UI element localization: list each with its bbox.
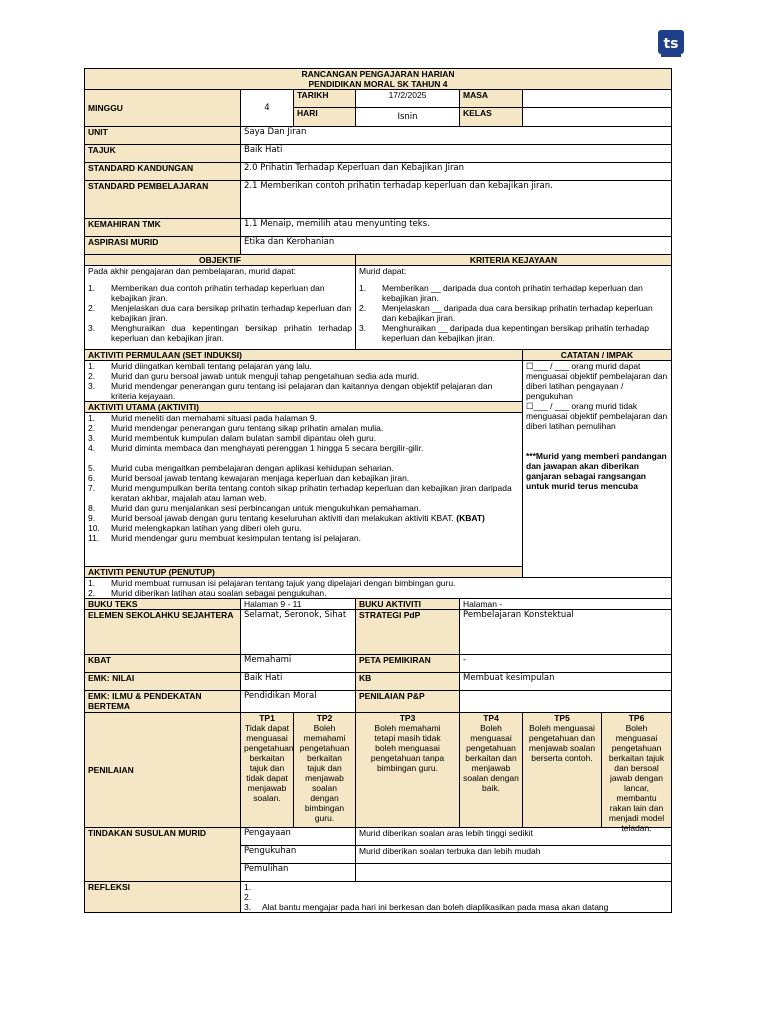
tp3-desc: Boleh memahami tetapi masih tidak boleh menguasai pengetahuan tanpa bimbingan guru. <box>370 723 445 773</box>
hari-value: Isnin <box>356 108 460 127</box>
utama-item: Murid cuba mengaitkan pembelajaran dengan aplikasi kehidupan seharian. <box>111 463 394 473</box>
unit-value: Saya Dan Jiran <box>241 127 672 145</box>
tarikh-label: TARIKH <box>294 90 356 108</box>
sk-label: STANDARD KANDUNGAN <box>85 163 241 181</box>
emk-nilai-label: EMK: NILAI <box>85 673 241 691</box>
tp2-desc: Boleh memahami pengetahuan berkaitan tajuk dan menjawab soalan dengan bimbingan guru. <box>299 723 350 823</box>
tp5-desc: Boleh menguasai pengetahuan dan menjawab soalan berserta contoh. <box>528 723 596 763</box>
pengayaan-label: Pengayaan <box>241 828 356 846</box>
kriteria-item: Menghuraikan __ daripada dua kepentingan bersikap prihatin terhadap keperluan dan kebajikan jiran. <box>382 323 649 343</box>
list-item: 2. Murid mendengar penerangan guru tentang sikap prihatin amalan mulia. <box>88 423 384 433</box>
hari-label: HARI <box>294 108 356 127</box>
utama-item: Murid meneliti dan memahami situasi pada halaman 9. <box>111 413 317 423</box>
masa-label: MASA <box>460 90 523 108</box>
strategi-label: STRATEGI PdP <box>356 610 460 655</box>
pengukuhan-desc: Murid diberikan soalan terbuka dan lebih mudah <box>356 846 672 864</box>
list-item: 10. Murid melengkapkan latihan yang diberi oleh guru. <box>88 523 302 533</box>
permulaan-header: AKTIVITI PERMULAAN (SET INDUKSI) <box>85 350 523 361</box>
tp4-desc: Boleh menguasai pengetahuan berkaitan dan menjawab soalan dengan baik. <box>463 723 519 793</box>
peta-value: - <box>460 655 672 673</box>
catatan-note-2: ☐___ / ___ orang murid tidak menguasai objektif pembelajaran dan diberi latihan pemulihan <box>526 401 668 431</box>
svg-text:ts: ts <box>663 36 679 52</box>
utama-item: Murid membentuk kumpulan dalam bulatan sambil dipantau oleh guru. <box>111 433 377 443</box>
pemulihan-label: Pemulihan <box>241 864 356 882</box>
title-line-2: PENDIDIKAN MORAL SK TAHUN 4 <box>308 79 448 89</box>
kelas-value <box>523 108 672 127</box>
kb-value: Membuat kesimpulan <box>460 673 672 691</box>
objektif-item: Menjelaskan dua cara bersikap prihatin terhadap keperluan dan kebajikan jiran. <box>111 303 352 323</box>
list-item: 1. Murid diingatkan kembali tentang pelajaran yang lalu. <box>88 361 312 371</box>
utama-item: Murid bersoal jawab dengan guru tentang keseluruhan aktiviti dan melakukan aktiviti KBAT. <box>111 513 454 523</box>
buku-aktiviti-value: Halaman - <box>460 599 672 610</box>
aspirasi-label: ASPIRASI MURID <box>85 237 241 255</box>
list-item: 5. Murid cuba mengaitkan pembelajaran dengan aplikasi kehidupan seharian. <box>88 463 394 473</box>
tajuk-value: Baik Hati <box>241 145 672 163</box>
masa-value <box>523 90 672 108</box>
utama-cell <box>85 413 523 567</box>
emk-nilai-value: Baik Hati <box>241 673 356 691</box>
tp1-name: TP1 <box>259 713 275 723</box>
buku-aktiviti-label: BUKU AKTIVITI <box>356 599 460 610</box>
permulaan-cell <box>85 361 523 402</box>
list-item: 1. Murid membuat rumusan isi pelajaran tentang tajuk yang dipelajari dengan bimbingan guru. <box>88 578 456 588</box>
penilaian-pp-label: PENILAIAN P&P <box>356 691 460 713</box>
permulaan-item: Murid dan guru bersoal jawab untuk menguji tahap pengetahuan sedia ada murid. <box>111 371 420 381</box>
list-item: 9. Murid bersoal jawab dengan guru tentang keseluruhan aktiviti dan melakukan aktiviti KBAT. (KBAT) <box>88 513 485 523</box>
tp6-name: TP6 <box>628 713 645 723</box>
sk-value: 2.0 Prihatin Terhadap Keperluan dan Kebajikan Jiran <box>241 163 672 181</box>
kbat-value: Memahami <box>241 655 356 673</box>
utama-item: Murid mengumpulkan berita tentang contoh sikap prihatin terhadap keperluan dan kebajikan jiran daripada keratan akhbar, majalah atau laman web. <box>111 483 512 503</box>
school-logo-icon <box>655 26 687 60</box>
kriteria-item: Memberikan __ daripada dua contoh prihatin terhadap keperluan dan kebajikan jiran. <box>382 283 643 303</box>
list-item: 4. Murid diminta membaca dan menghayati perenggan 1 hingga 5 secara bergilir-gilir. <box>88 443 424 453</box>
penilaian-pp-value <box>460 691 672 713</box>
tp4-cell <box>460 713 523 828</box>
list-item: 3. Murid mendengar penerangan guru tentang isi pelajaran dan kaitannya dengan objektif pelajaran dan kriteria kejayaan. <box>88 381 519 401</box>
pengayaan-desc: Murid diberikan soalan aras lebih tinggi sedikit <box>356 828 672 846</box>
strategi-value: Pembelajaran Konstektual <box>460 610 672 655</box>
objektif-item: Memberikan dua contoh prihatin terhadap keperluan dan kebajikan jiran. <box>111 283 325 303</box>
list-item: 8. Murid dan guru menjalankan sesi perbincangan untuk mengukuhkan pemahaman. <box>88 503 421 513</box>
kriteria-cell <box>356 266 672 350</box>
buku-teks-value: Halaman 9 - 11 <box>241 599 356 610</box>
minggu-label: MINGGU <box>85 90 241 127</box>
tp5-cell <box>523 713 602 827</box>
kriteria-header: KRITERIA KEJAYAAN <box>356 255 672 266</box>
list-item: 1. <box>244 882 252 892</box>
kriteria-intro: Murid dapat: <box>359 266 407 276</box>
tp3-cell <box>356 713 460 828</box>
catatan-cell <box>523 361 672 578</box>
utama-item: Murid bersoal jawab tentang kewajaran menjaga keperluan dan kebajikan jiran. <box>111 473 410 483</box>
permulaan-item: Murid mendengar penerangan guru tentang isi pelajaran dan kaitannya dengan objektif pelajaran dan kriteria kejayaan. <box>111 381 493 401</box>
elemen-label: ELEMEN SEKOLAHKU SEJAHTERA <box>85 610 241 655</box>
tp1-desc: Tidak dapat menguasai pengetahuan berkaitan tajuk dan tidak dapat menjawab soalan. <box>244 723 294 803</box>
utama-item: Murid melengkapkan latihan yang diberi oleh guru. <box>111 523 302 533</box>
kbat-label: KBAT <box>85 655 241 673</box>
penutup-item: Murid membuat rumusan isi pelajaran tentang tajuk yang dipelajari dengan bimbingan guru. <box>111 578 456 588</box>
emk-ilmu-value: Pendidikan Moral <box>241 691 356 713</box>
pengukuhan-label: Pengukuhan <box>241 846 356 864</box>
unit-label: UNIT <box>85 127 241 145</box>
catatan-note-1: ☐___ / ___ orang murid dapat menguasai objektif pembelajaran dan diberi latihan pengayaan / pengukuhan <box>526 361 668 401</box>
tp2-cell <box>294 713 356 828</box>
tmk-value: 1.1 Menaip, memilih atau menyunting teks. <box>241 219 672 237</box>
tmk-label: KEMAHIRAN TMK <box>85 219 241 237</box>
penutup-header: AKTIVITI PENUTUP (PENUTUP) <box>85 567 523 578</box>
susulan-label: TINDAKAN SUSULAN MURID <box>85 828 241 882</box>
catatan-header: CATATAN / IMPAK <box>523 350 672 361</box>
tp2-name: TP2 <box>316 713 333 723</box>
tp6-desc: Boleh menguasai pengetahuan berkaitan tajuk dan bersoal jawab dengan lancar, membantu rakan lain dan menjadi model teladan. <box>608 723 665 833</box>
kb-label: KB <box>356 673 460 691</box>
list-item: 2. <box>244 892 252 902</box>
refleksi-label: REFLEKSI <box>85 882 241 913</box>
sp-label: STANDARD PEMBELAJARAN <box>85 181 241 219</box>
refleksi-cell <box>241 882 672 913</box>
sp-value: 2.1 Memberikan contoh prihatin terhadap keperluan dan kebajikan jiran. <box>241 181 672 219</box>
utama-item: Murid diminta membaca dan menghayati perenggan 1 hingga 5 secara bergilir-gilir. <box>111 443 424 453</box>
aspirasi-value: Etika dan Kerohanian <box>241 237 672 255</box>
penutup-item: Murid diberikan latihan atau soalan sebagai pengukuhan. <box>111 588 327 598</box>
tp3-name: TP3 <box>399 713 416 723</box>
objektif-cell <box>85 266 356 350</box>
tp4-name: TP4 <box>483 713 499 723</box>
catatan-note-3: ***Murid yang memberi pandangan dan jawapan akan diberikan ganjaran sebagai rangsangan untuk murid terus mencuba <box>526 451 667 491</box>
emk-ilmu-label: EMK: ILMU & PENDEKATAN BERTEMA <box>85 691 241 713</box>
elemen-value: Selamat, Seronok, Sihat <box>241 610 356 655</box>
penutup-cell <box>85 578 672 599</box>
list-item: 6. Murid bersoal jawab tentang kewajaran menjaga keperluan dan kebajikan jiran. <box>88 473 410 483</box>
tajuk-label: TAJUK <box>85 145 241 163</box>
list-item: 1. Memberikan __ daripada dua contoh prihatin terhadap keperluan dan kebajikan jiran. <box>359 283 668 303</box>
kelas-label: KELAS <box>460 108 523 127</box>
tp6-cell <box>602 713 671 833</box>
buku-teks-label: BUKU TEKS <box>85 599 241 610</box>
list-item: 2. Menjelaskan __ daripada dua cara bersikap prihatin terhadap keperluan dan kebajikan jiran. <box>359 303 668 323</box>
utama-item: Murid mendengar penerangan guru tentang sikap prihatin amalan mulia. <box>111 423 384 433</box>
list-item: 2. Murid dan guru bersoal jawab untuk menguji tahap pengetahuan sedia ada murid. <box>88 371 420 381</box>
list-item: 1. Memberikan dua contoh prihatin terhadap keperluan dan kebajikan jiran. <box>88 283 352 303</box>
refleksi-item: Alat bantu mengajar pada hari ini berkesan dan boleh diaplikasikan pada masa akan datang <box>262 902 609 912</box>
list-item: 3. Murid membentuk kumpulan dalam bulatan sambil dipantau oleh guru. <box>88 433 377 443</box>
pemulihan-desc <box>356 864 672 882</box>
title-line-1: RANCANGAN PENGAJARAN HARIAN <box>301 69 455 79</box>
list-item: 1. Murid meneliti dan memahami situasi pada halaman 9. <box>88 413 317 423</box>
tp56-cell <box>523 713 672 833</box>
minggu-value: 4 <box>241 90 294 127</box>
list-item: 7. Murid mengumpulkan berita tentang contoh sikap prihatin terhadap keperluan dan kebajikan jiran daripada keratan akhbar, majalah atau laman web. <box>88 483 519 503</box>
kriteria-item: Menjelaskan __ daripada dua cara bersikap prihatin terhadap keperluan dan kebajikan jiran. <box>382 303 653 323</box>
rph-table <box>84 68 672 913</box>
list-item: 2. Murid diberikan latihan atau soalan sebagai pengukuhan. <box>88 588 327 598</box>
kbat-tag: (KBAT) <box>456 513 485 523</box>
penilaian-label: PENILAIAN <box>85 713 241 828</box>
permulaan-item: Murid diingatkan kembali tentang pelajaran yang lalu. <box>111 361 312 371</box>
utama-item: Murid mendengar guru membuat kesimpulan tentang isi pelajaran. <box>111 533 361 543</box>
tp1-cell <box>241 713 294 828</box>
objektif-item: Menghuraikan dua kepentingan bersikap prihatin terhadap keperluan dan kebajikan jiran. <box>111 323 352 343</box>
list-item: 2. Menjelaskan dua cara bersikap prihatin terhadap keperluan dan kebajikan jiran. <box>88 303 352 323</box>
list-item: 3. Alat bantu mengajar pada hari ini berkesan dan boleh diaplikasikan pada masa akan datang <box>244 902 609 912</box>
utama-header: AKTIVITI UTAMA (AKTIVITI) <box>85 402 523 413</box>
list-item: 3. Menghuraikan dua kepentingan bersikap prihatin terhadap keperluan dan kebajikan jiran. <box>88 323 352 343</box>
peta-label: PETA PEMIKIRAN <box>356 655 460 673</box>
tarikh-value: 17/2/2025 <box>356 90 460 108</box>
list-item: 3. Menghuraikan __ daripada dua kepentingan bersikap prihatin terhadap keperluan dan kebajikan jiran. <box>359 323 668 343</box>
list-item: 11. Murid mendengar guru membuat kesimpulan tentang isi pelajaran. <box>88 533 361 543</box>
objektif-header: OBJEKTIF <box>85 255 356 266</box>
tp5-name: TP5 <box>554 713 570 723</box>
objektif-intro: Pada akhir pengajaran dan pembelajaran, murid dapat: <box>88 266 296 276</box>
utama-item: Murid dan guru menjalankan sesi perbincangan untuk mengukuhkan pemahaman. <box>111 503 421 513</box>
